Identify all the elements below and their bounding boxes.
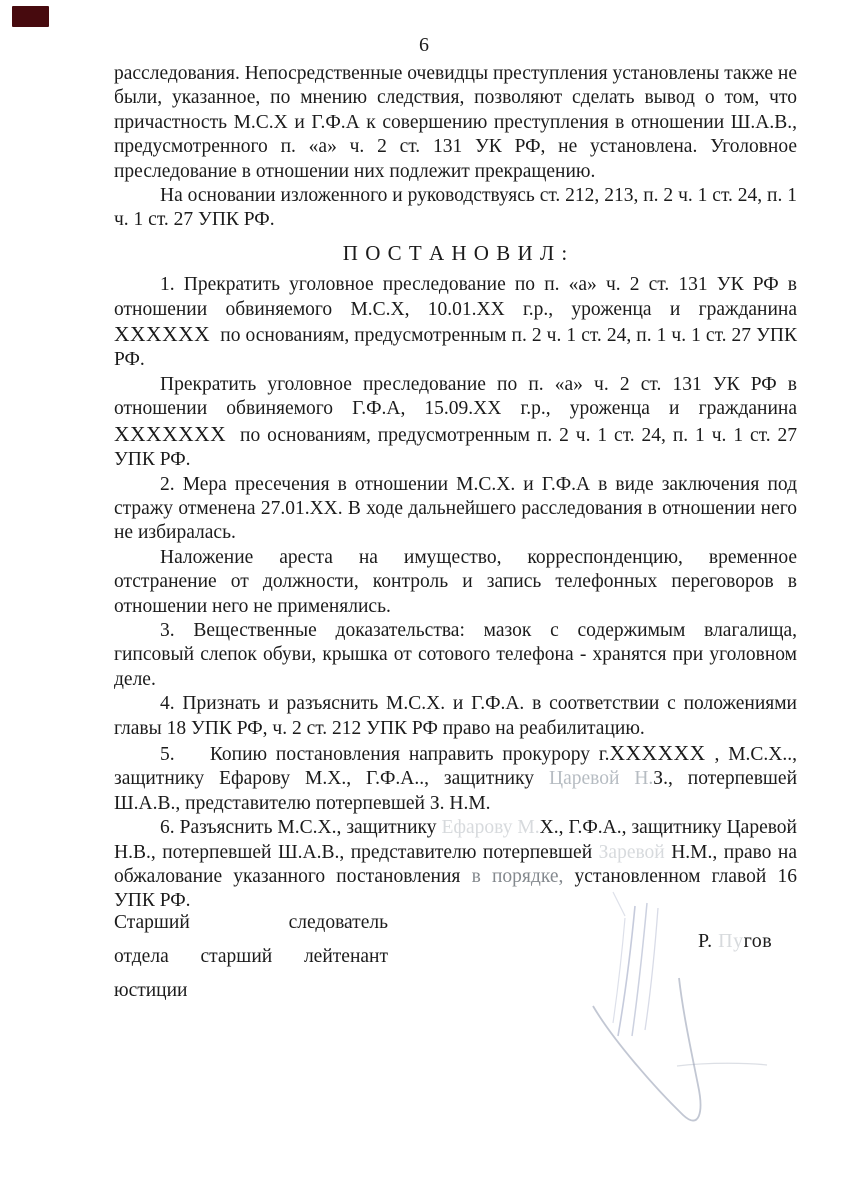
text-segment: ХХХХХХ — [114, 322, 211, 347]
text-segment: Х., Г.Ф.А., защитнику Царевой Н.В., потерпевшей Ш.А.В., представителю потерпевшей — [114, 817, 797, 863]
text-segment: гов — [743, 930, 773, 952]
text-segment: по основаниям, предусмотренным п. 2 ч. 1 ст. 24, п. 1 ч. 1 ст. 27 УПК РФ. — [114, 424, 797, 471]
text-segment: 3. Вещественные доказательства: мазок с содержимым влагалища, гипсовый слепок обуви, крышка от сотового телефона - хранятся при уголовном деле. — [114, 619, 797, 690]
text-segment: по основаниям, предусмотренным п. 2 ч. 1 ст. 24, п. 1 ч. 1 ст. 27 УПК РФ. — [114, 325, 797, 371]
text-segment: расследования. Непосредственные очевидцы преступления установлены также не были, указанное, по мнению следствия, позволяют сделать вывод о том, что причастность М.С.Х и Г.Ф.А к совершению преступления в отношении Ш.А.В., предусмотренного п. «а» ч. 2 ст. 131 УК РФ, не установлена. Уголовное преследование в отношении них подлежит прекращению. — [114, 63, 797, 182]
text-segment: Заревой — [598, 841, 665, 863]
paragraph-arrest — [114, 546, 797, 619]
page-number: 6 — [419, 34, 429, 56]
item-4 — [114, 692, 797, 741]
text-segment: 5. Копию постановления направить прокурору г. — [160, 743, 610, 765]
text-segment: 2. Мера пресечения в отношении М.С.Х. и Г.Ф.А в виде заключения под стражу отменена 27.01.ХХ. В ходе дальнейшего расследования в отношении него не избиралась. — [114, 473, 797, 544]
text-segment: в — [471, 866, 481, 887]
text-segment: З., потерпевшей Ш.А.В., представителю потерпевшей З. Н.М. — [114, 768, 798, 814]
signature-line: юстиции — [114, 980, 188, 1001]
item-2 — [114, 473, 797, 546]
item-1b — [114, 373, 797, 473]
text-segment — [481, 866, 492, 887]
resolution-heading: П О С Т А Н О В И Л : — [342, 240, 569, 265]
text-segment: Прекратить уголовное преследование по п. «а» ч. 2 ст. 131 УК РФ в отношении обвиняемого Г.Ф.А, 15.09.ХХ г.р., уроженца и гражданина — [114, 373, 797, 420]
item-1 — [114, 273, 797, 373]
text-segment: Р. — [698, 930, 719, 952]
item-5 — [114, 741, 797, 816]
document-body — [114, 62, 797, 914]
signature-line: Старший следователь — [114, 912, 388, 933]
signature-line: отдела старший лейтенант — [114, 946, 388, 967]
scan-corner-mark — [12, 6, 49, 27]
paragraph-basis — [114, 184, 797, 233]
text-segment: Наложение ареста на имущество, корреспонденцию, временное отстранение от должности, контроль и запись телефонных переговоров в отношении него не применялись. — [114, 546, 797, 617]
text-segment: Царевой Н. — [548, 768, 654, 790]
paragraph-continuation — [114, 62, 797, 184]
signature-title-block — [114, 906, 388, 1008]
handwritten-signature — [555, 878, 825, 1178]
text-segment: 4. Признать и разъяснить М.С.Х. и Г.Ф.А. в соответствии с положениями главы 18 УПК РФ, ч. 2 ст. 212 УПК РФ право на реабилитацию. — [114, 693, 797, 739]
text-segment: Пу — [718, 930, 744, 952]
text-segment: Н.М., право на обжалование указанного постановления — [114, 841, 798, 887]
text-segment: , М.С.Х.., защитнику Ефарову М.Х., Г.Ф.А.., защитнику — [114, 743, 797, 790]
text-segment: ХХХХХХ — [609, 740, 706, 765]
text-segment: ХХХХХХХ — [114, 421, 227, 446]
text-segment: На основании изложенного и руководствуясь ст. 212, 213, п. 2 ч. 1 ст. 24, п. 1 ч. 1 ст. 27 УПК РФ. — [114, 185, 797, 231]
text-segment: 1. Прекратить уголовное преследование по п. «а» ч. 2 ст. 131 УК РФ в отношении обвиняемого М.С.Х, 10.01.ХХ г.р., уроженца и гражданина — [114, 274, 797, 320]
text-segment: порядке, — [492, 866, 564, 887]
text-segment: 6. Разъяснить М.С.Х., защитнику — [160, 817, 442, 839]
text-segment: установленном главой 16 УПК РФ. — [114, 866, 797, 912]
text-segment: Ефарову М. — [441, 817, 540, 839]
item-3 — [114, 619, 797, 692]
